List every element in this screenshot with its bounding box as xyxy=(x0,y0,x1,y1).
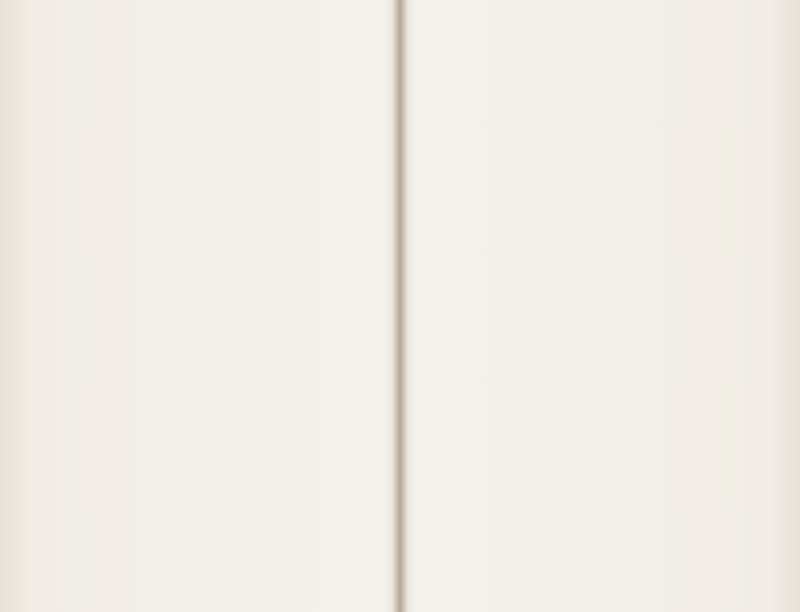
book-gutter xyxy=(392,0,408,612)
right-page xyxy=(408,0,800,612)
left-page-body-text xyxy=(30,38,362,542)
right-page-body-text xyxy=(438,38,770,542)
left-page xyxy=(0,0,392,612)
